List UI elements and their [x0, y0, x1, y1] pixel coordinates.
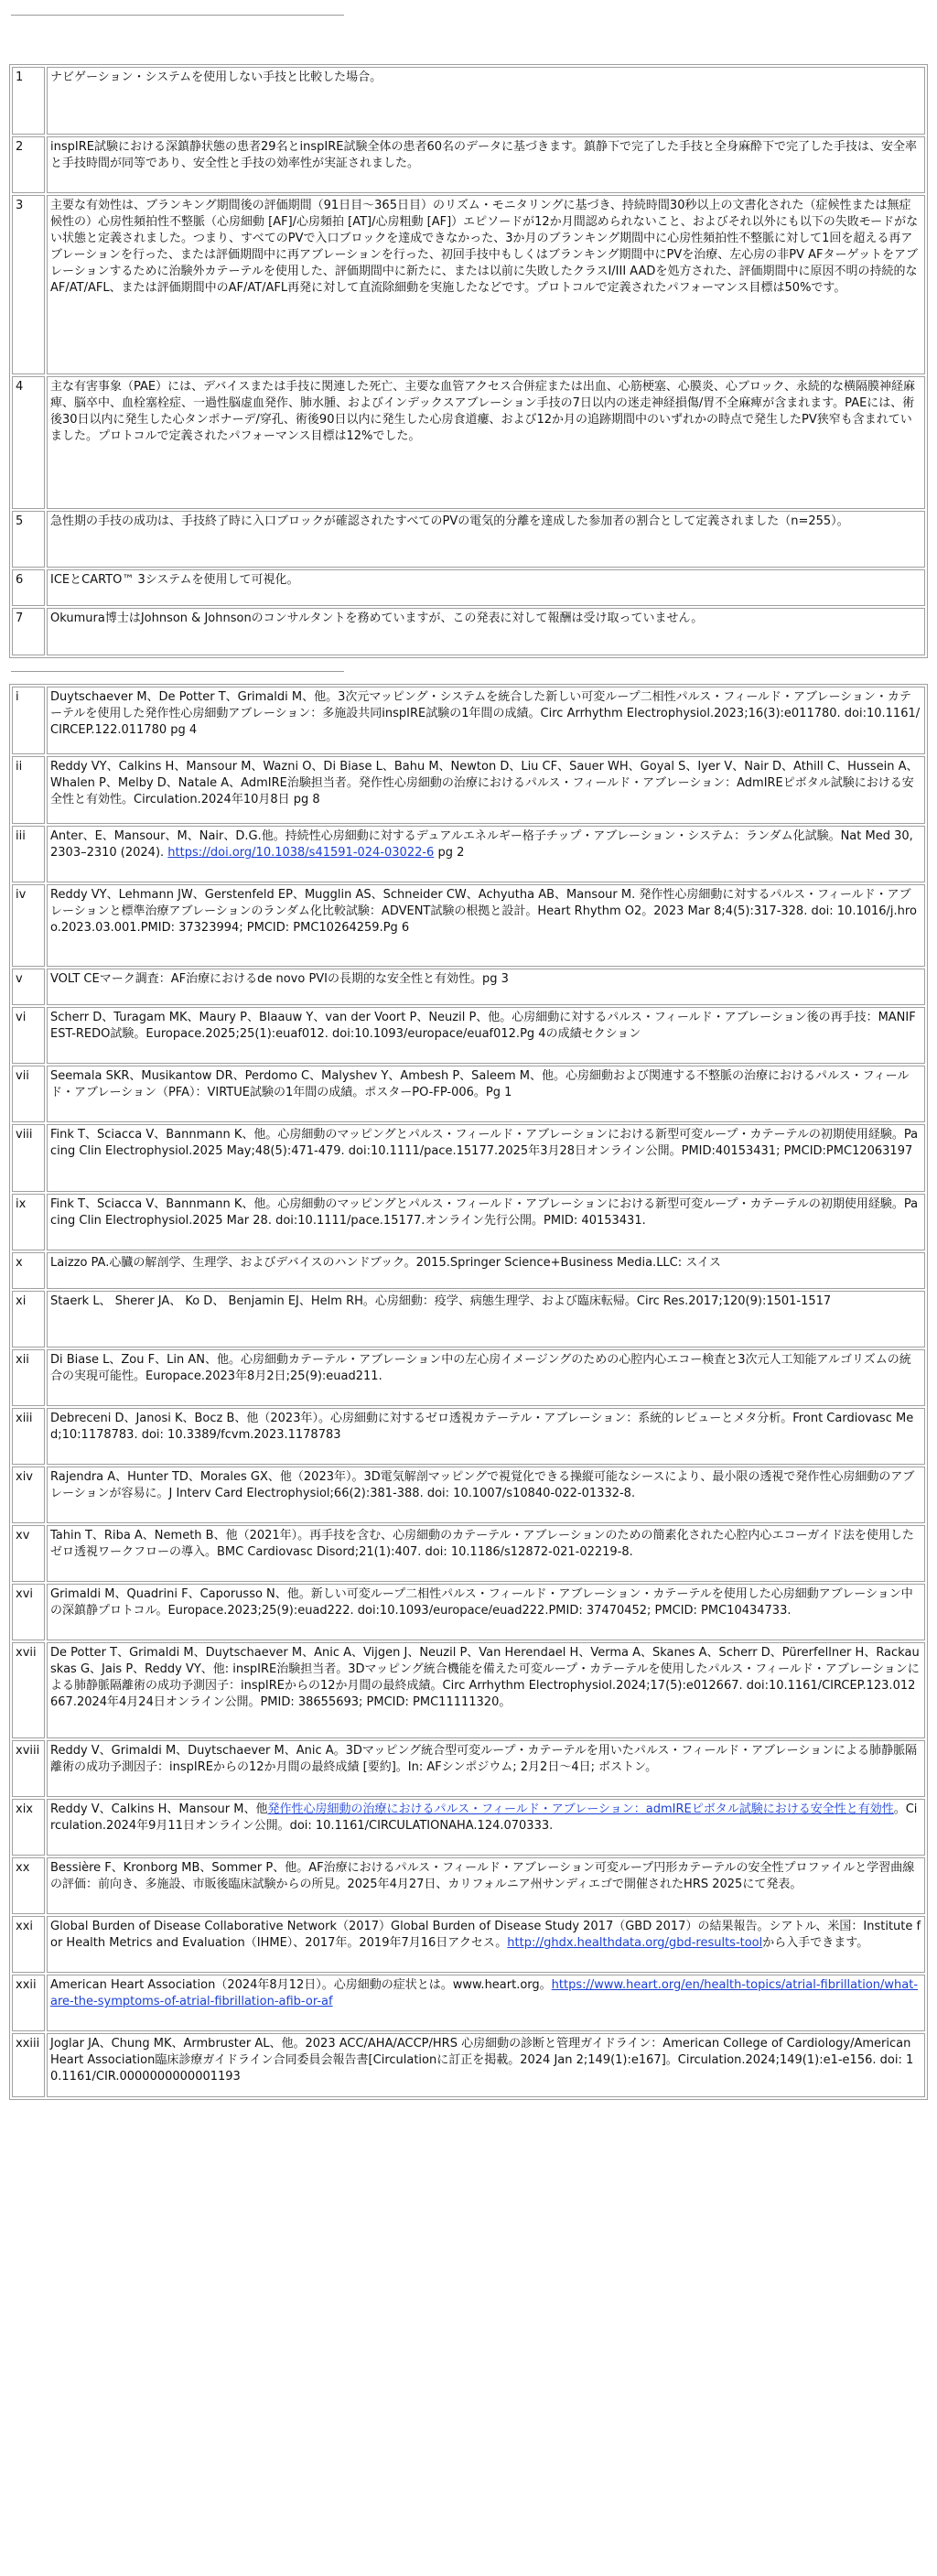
reference-row [12, 2033, 925, 2097]
reference-row [12, 1124, 925, 1192]
reference-text [47, 1291, 925, 1348]
reference-text [47, 1252, 925, 1289]
footnote-number: 5 [12, 511, 45, 568]
reference-row [12, 1642, 925, 1738]
footnote-text [47, 195, 925, 374]
footnote-text [47, 67, 925, 135]
footnote-text [47, 608, 925, 655]
footnote-text [47, 136, 925, 193]
reference-number: v [12, 969, 45, 1005]
reference-citation: Grimaldi M、Quadrini F、Caporusso N、他。新しい可変ループ二相性パルス・フィールド・アブレーション・カテーテルを使用した心房細動アブレーション中の深鎮静プロトコル。Europace.2023;25(9):euad222. doi:10.1093/europace/euad222.PMID: 37470452; PMCID: PMC10434733. [50, 1587, 913, 1618]
reference-number: xiii [12, 1408, 45, 1465]
reference-number: vii [12, 1066, 45, 1122]
reference-row [12, 1007, 925, 1064]
reference-number: xv [12, 1525, 45, 1582]
reference-link[interactable]: 発作性心房細動の治療におけるパルス・フィールド・アブレーション：admIREピボタル試験における安全性と有効性 [267, 1802, 894, 1816]
reference-text [47, 1857, 925, 1914]
reference-citation: Global Burden of Disease Collaborative Network（2017）Global Burden of Disease Study 2017（GBD 2017）の結果報告。シアトル、米国：Institute for Health Metrics and Evaluation（IHME）、2017年。2019年7月16日アクセス。 [50, 1920, 921, 1950]
reference-row [12, 1584, 925, 1640]
reference-row [12, 1467, 925, 1523]
reference-number: xix [12, 1799, 45, 1856]
reference-text [47, 1799, 925, 1856]
reference-text [47, 756, 925, 824]
reference-citation: Joglar JA、Chung MK、Armbruster AL、他。2023 ACC/AHA/ACCP/HRS 心房細動の診断と管理ガイドライン：American College of Cardiology/American Heart Association臨床診療ガイドライン合同委員会報告書[Circulationに訂正を掲載。2024 Jan 2;149(1):e167]。Circulation.2024;149(1):e1-e156. doi: 10.1161/CIR.0000000000001193 [50, 2037, 914, 2084]
reference-number: viii [12, 1124, 45, 1192]
reference-text [47, 1740, 925, 1797]
reference-number: xxi [12, 1916, 45, 1973]
reference-row [12, 1252, 925, 1289]
reference-row [12, 1408, 925, 1465]
reference-citation: Reddy V、Calkins H、Mansour M、他 [50, 1802, 268, 1816]
footnote-text-content: inspIRE試験における深鎮静状態の患者29名とinspIRE試験全体の患者60名のデータに基づきます。鎮静下で完了した手技と全身麻酔下で完了した手技は、安全率と手技時間が同等であり、安全性と手技の効率性が実証されました。 [50, 140, 917, 170]
reference-row [12, 1740, 925, 1797]
footnote-text-content: 急性期の手技の成功は、手技終了時に入口ブロックが確認されたすべてのPVの電気的分離を達成した参加者の割合として定義されました（n=255）。 [50, 514, 849, 528]
reference-citation: Seemala SKR、Musikantow DR、Perdomo C、Malyshev Y、Ambesh P、Saleem M、他。心房細動および関連する不整脈の治療におけるパルス・フィールド・アブレーション（PFA）：VIRTUE試験の1年間の成績。ポスターPO-FP-006。Pg 1 [50, 1069, 910, 1099]
reference-citation: Laizzo PA.心臓の解剖学、生理学、およびデバイスのハンドブック。2015.Springer Science+Business Media.LLC: スイス [50, 1256, 721, 1270]
reference-number: xvi [12, 1584, 45, 1640]
reference-row [12, 1857, 925, 1914]
reference-row [12, 756, 925, 824]
footnote-text [47, 376, 925, 509]
reference-citation: Tahin T、Riba A、Nemeth B、他（2021年）。再手技を含む、心房細動のカテーテル・アブレーションのための簡素化された心腔内心エコーガイド法を使用したゼロ透視ワークフローの導入。BMC Cardiovasc Disord;21(1):407. doi: 10.1186/s12872-021-02219-8. [50, 1529, 914, 1559]
reference-citation-tail: 。Circulation.2024年9月11日オンライン公開。doi: 10.1161/CIRCULATIONAHA.124.070333. [50, 1802, 918, 1833]
reference-text [47, 884, 925, 967]
reference-number: xvii [12, 1642, 45, 1738]
reference-citation: American Heart Association（2024年8月12日）。心房細動の症状とは。www.heart.org。 [50, 1978, 552, 1992]
reference-number: xiv [12, 1467, 45, 1523]
reference-citation: Reddy VY、Calkins H、Mansour M、Wazni O、Di Biase L、Bahu M、Newton D、Liu CF、Sauer WH、Goyal S、Iyer V、Nair D、Athill C、Hussein A、Whalen P、Melby D、Natale A、AdmIRE治験担当者。発作性心房細動の治療におけるパルス・フィールド・アブレーション：AdmIREピボタル試験における安全性と有効性。Circulation.2024年10月8日 pg 8 [50, 760, 919, 806]
reference-citation: Anter、E、Mansour、M、Nair、D.G.他。持続性心房細動に対するデュアルエネルギー格子チップ・アブレーション・システム：ランダム化試験。Nat Med 30, 2303–2310 (2024). [50, 829, 913, 860]
footnote-text [47, 511, 925, 568]
reference-row [12, 1194, 925, 1250]
footnote-row [12, 569, 925, 606]
reference-text [47, 687, 925, 754]
reference-number: ix [12, 1194, 45, 1250]
reference-text [47, 1584, 925, 1640]
reference-citation: Fink T、Sciacca V、Bannmann K、他。心房細動のマッピングとパルス・フィールド・アブレーションにおける新型可変ループ・カテーテルの初期使用経験。Pacing Clin Electrophysiol.2025 May;48(5):471-479. doi:10.1111/pace.15177.2025年3月28日オンライン公開。PMID:40153431; PMCID:PMC12063197 [50, 1128, 919, 1158]
footnote-text-content: Okumura博士はJohnson & Johnsonのコンサルタントを務めていますが、この発表に対して報酬は受け取っていません。 [50, 612, 704, 625]
footnote-number: 1 [12, 67, 45, 135]
footnote-text [47, 569, 925, 606]
reference-citation: VOLT CEマーク調査：AF治療におけるde novo PVIの長期的な安全性と有効性。pg 3 [50, 972, 509, 986]
footnote-row [12, 608, 925, 655]
reference-citation: Reddy VY、Lehmann JW、Gerstenfeld EP、Mugglin AS、Schneider CW、Achyutha AB、Mansour M. 発作性心房細動に対するパルス・フィールド・アブレーションと標準治療アブレーションのランダム化比較試験：ADVENT試験の根拠と設計。Heart Rhythm O2。2023 Mar 8;4(5):317-328. doi: 10.1016/j.hroo.2023.03.001.PMID: 37323994; PMCID: PMC10264259.Pg 6 [50, 888, 917, 935]
reference-citation: Rajendra A、Hunter TD、Morales GX、他（2023年）。3D電気解剖マッピングで視覚化できる操縦可能なシースにより、最小限の透視で発作性心房細動のアブレーションが容易に。J Interv Card Electrophysiol;66(2):381-388. doi: 10.1007/s10840-022-01332-8. [50, 1470, 915, 1500]
reference-text [47, 1642, 925, 1738]
reference-number: xviii [12, 1740, 45, 1797]
reference-text [47, 1194, 925, 1250]
reference-number: xi [12, 1291, 45, 1348]
reference-row [12, 687, 925, 754]
reference-citation-tail: pg 2 [434, 846, 465, 860]
footnote-number: 2 [12, 136, 45, 193]
reference-text [47, 1066, 925, 1122]
reference-text [47, 1124, 925, 1192]
reference-number: ii [12, 756, 45, 824]
reference-citation: De Potter T、Grimaldi M、Duytschaever M、Anic A、Vijgen J、Neuzil P、Van Herendael H、Verma A、Skanes A、Scherr D、Pürerfellner H、Rackauskas G、Jais P、Reddy VY、他: inspIRE治験担当者。3Dマッピング統合機能を備えた可変ループ・カテーテルを使用したパルス・フィールド・アブレーションによる肺静脈隔離術の成功予測因子：inspIREからの12か月間の最終成績。Circ Arrhythm Electrophysiol.2024;17(5):e012667. doi:10.1161/CIRCEP.123.012667.2024年4月24日オンライン公開。PMID: 38655693; PMCID: PMC11111320。 [50, 1646, 920, 1709]
reference-number: x [12, 1252, 45, 1289]
reference-number: iv [12, 884, 45, 967]
footnote-number: 7 [12, 608, 45, 655]
reference-row [12, 1525, 925, 1582]
reference-text [47, 2033, 925, 2097]
reference-text [47, 1408, 925, 1465]
reference-link[interactable]: https://doi.org/10.1038/s41591-024-03022-6 [167, 846, 435, 860]
reference-number: xxiii [12, 2033, 45, 2097]
reference-row [12, 884, 925, 967]
reference-number: vi [12, 1007, 45, 1064]
reference-link[interactable]: https://www.heart.org/en/health-topics/atrial-fibrillation/what-are-the-symptoms-of-atrial-fibrillation-afib-or-af [50, 1978, 919, 2008]
footnote-number: 6 [12, 569, 45, 606]
footnote-row [12, 67, 925, 135]
reference-text [47, 1975, 925, 2031]
reference-number: xii [12, 1349, 45, 1406]
reference-number: xxii [12, 1975, 45, 2031]
reference-row [12, 1916, 925, 1973]
reference-text [47, 1467, 925, 1523]
reference-text [47, 1916, 925, 1973]
reference-text [47, 1349, 925, 1406]
reference-number: iii [12, 826, 45, 882]
reference-text [47, 969, 925, 1005]
document-page [9, 0, 928, 2100]
footnote-number: 3 [12, 195, 45, 374]
reference-text [47, 826, 925, 882]
reference-text [47, 1525, 925, 1582]
reference-number: xx [12, 1857, 45, 1914]
references-table [9, 684, 928, 2100]
footnote-text-content: ICEとCARTO™ 3システムを使用して可視化。 [50, 573, 299, 587]
footnote-text-content: ナビゲーション・システムを使用しない手技と比較した場合。 [50, 70, 382, 84]
reference-citation: Staerk L、 Sherer JA、 Ko D、 Benjamin EJ、Helm RH。心房細動：疫学、病態生理学、および臨床転帰。Circ Res.2017;120(9):1501-1517 [50, 1294, 832, 1308]
top-divider [11, 15, 344, 16]
reference-citation: Scherr D、Turagam MK、Maury P、Blaauw Y、van der Voort P、Neuzil P、他。心房細動に対するパルス・フィールド・アブレーション後の再手技：MANIFEST-REDO試験。Europace.2025;25(1):euaf012. doi:10.1093/europace/euaf012.Pg 4の成績セクション [50, 1011, 916, 1041]
references-divider [11, 671, 344, 672]
reference-citation: Debreceni D、Janosi K、Bocz B、他（2023年）。心房細動に対するゼロ透視カテーテル・アブレーション：系統的レビューとメタ分析。Front Cardiovasc Med;10:1178783. doi: 10.3389/fcvm.2023.1178783 [50, 1412, 914, 1442]
reference-row [12, 1975, 925, 2031]
footnote-row [12, 511, 925, 568]
footnote-row [12, 195, 925, 374]
reference-row [12, 826, 925, 882]
reference-row [12, 1066, 925, 1122]
footnotes-table [9, 64, 928, 658]
footnote-row [12, 376, 925, 509]
reference-text [47, 1007, 925, 1064]
footnote-text-content: 主な有害事象（PAE）には、デバイスまたは手技に関連した死亡、主要な血管アクセス合併症または出血、心筋梗塞、心膜炎、心ブロック、永続的な横隔膜神経麻痺、脳卒中、血栓塞栓症、一過性脳虚血発作、肺水腫、およびインデックスアブレーション手技の7日以内の迷走神経損傷/胃不全麻痺が含まれます。PAEには、術後30日以内に発生した心タンポナーデ/穿孔、術後90日以内に発生した心房食道瘻、および12か月の追跡期間中のいずれかの時点で発生したPV狭窄も含まれていました。プロトコルで定義されたパフォーマンス目標は12%でした。 [50, 380, 916, 443]
reference-citation: Fink T、Sciacca V、Bannmann K、他。心房細動のマッピングとパルス・フィールド・アブレーションにおける新型可変ループ・カテーテルの初期使用経験。Pacing Clin Electrophysiol.2025 Mar 28. doi:10.1111/pace.15177.オンライン先行公開。PMID: 40153431. [50, 1197, 919, 1228]
footnote-number: 4 [12, 376, 45, 509]
reference-row [12, 1349, 925, 1406]
reference-citation: Di Biase L、Zou F、Lin AN、他。心房細動カテーテル・アブレーション中の左心房イメージングのための心腔内心エコー検査と3次元人工知能アルゴリズムの統合の実現可能性。Europace.2023年8月2日;25(9):euad211. [50, 1353, 911, 1383]
reference-citation-tail: から入手できます。 [762, 1936, 869, 1950]
reference-citation: Duytschaever M、De Potter T、Grimaldi M、他。3次元マッピング・システムを統合した新しい可変ループ二相性パルス・フィールド・アブレーション・カテーテルを使用した発作性心房細動アブレーション：多施設共同inspIRE試験の1年間の成績。Circ Arrhythm Electrophysiol.2023;16(3):e011780. doi:10.1161/CIRCEP.122.011780 pg 4 [50, 690, 921, 737]
reference-number: i [12, 687, 45, 754]
footnote-row [12, 136, 925, 193]
reference-link[interactable]: http://ghdx.healthdata.org/gbd-results-tool [507, 1936, 763, 1950]
reference-row [12, 1291, 925, 1348]
footnote-text-content: 主要な有効性は、ブランキング期間後の評価期間（91日目〜365日目）のリズム・モニタリングに基づき、持続時間30秒以上の文書化された（症候性または無症候性の）心房性頻拍性不整脈（心房細動 [AF]/心房頻拍 [AT]/心房粗動 [AF]）エピソードが12か月間認められないこと、およびそれ以外にも以下の失敗モードがない状態と定義されました。つまり、すべてのPVで入口ブロックを達成できなかった、3か月のブランキング期間中に心房性頻拍性不整脈に対して1回を超える再アブレーションを行った、または評価期間中に再アブレーションを行った、初回手技中もしくはブランキング期間中にPVを治療、左心房の非PV AFターゲットをアブレーションするために治験外カテーテルを使用した、評価期間中に新たに、または以前に失敗したクラスI/III AADを処方された、評価期間中に原因不明の持続的なAF/AT/AFL、または評価期間中のAF/AT/AFL再発に対して直流除細動を実施したなどです。プロトコルで定義されたパフォーマンス目標は50%です。 [50, 199, 919, 295]
reference-citation: Bessière F、Kronborg MB、Sommer P、他。AF治療におけるパルス・フィールド・アブレーション可変ループ円形カテーテルの安全性プロファイルと学習曲線の評価：前向き、多施設、市販後臨床試験からの所見。2025年4月27日、カリフォルニア州サンディエゴで開催されたHRS 2025にて発表。 [50, 1861, 915, 1891]
reference-row [12, 1799, 925, 1856]
reference-row [12, 969, 925, 1005]
reference-citation: Reddy V、Grimaldi M、Duytschaever M、Anic A。3Dマッピング統合型可変ループ・カテーテルを用いたパルス・フィールド・アブレーションによる肺静脈隔離術の成功予測因子：inspIREからの12か月間の最終成績 [要約]。In: AFシンポジウム; 2月2日〜4日; ボストン。 [50, 1744, 918, 1774]
